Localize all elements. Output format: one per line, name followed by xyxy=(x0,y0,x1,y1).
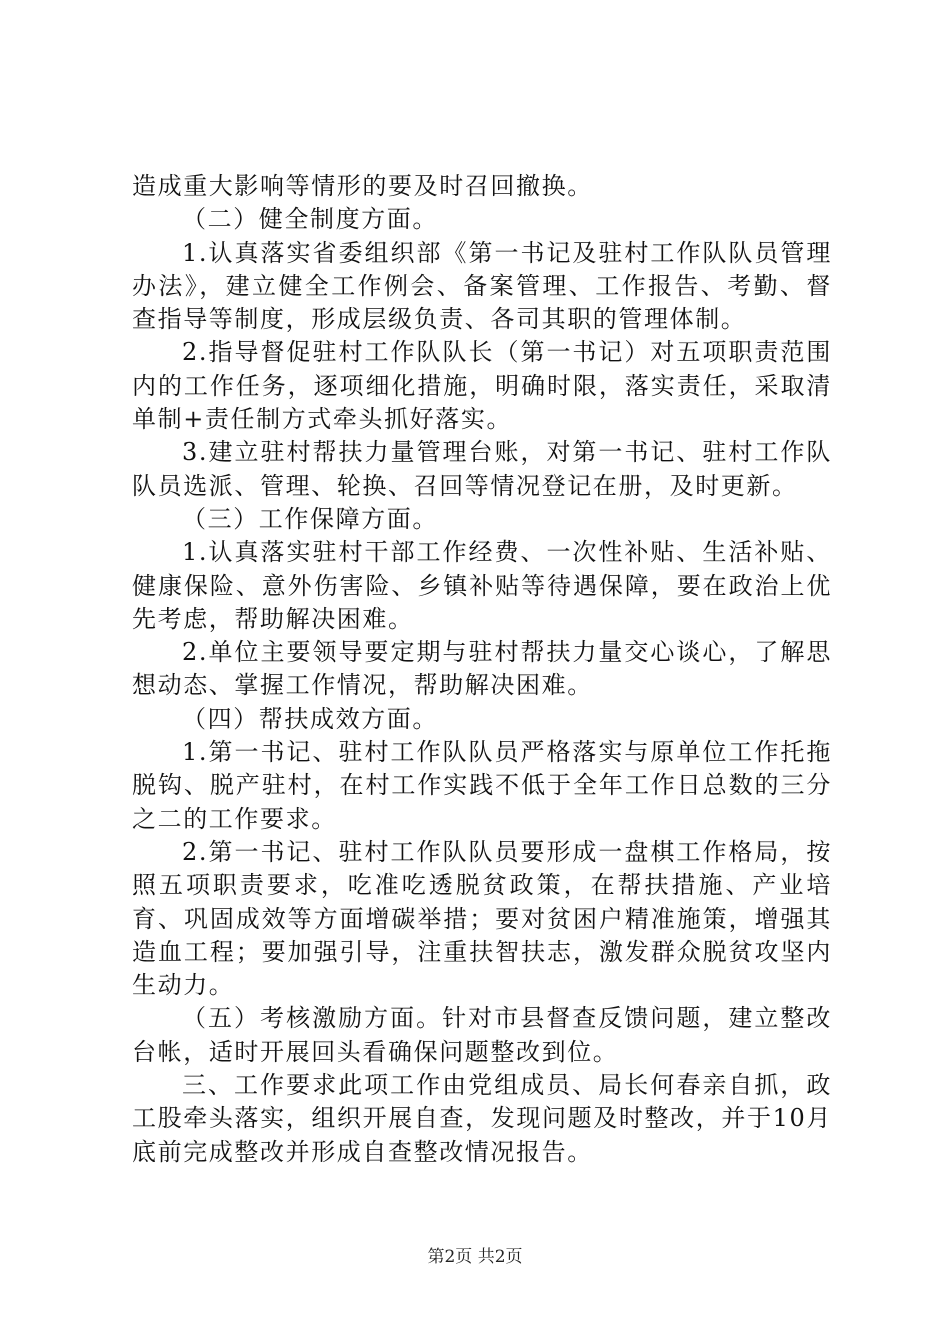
section-heading-regulations: （二）健全制度方面。 xyxy=(182,205,438,234)
paragraph-guarantee-2: 2.单位主要领导要定期与驻村帮扶力量交心谈心，了解思想动态、掌握工作情况，帮助解决困难。 xyxy=(132,638,832,700)
paragraph-guarantee-1: 1.认真落实驻村干部工作经费、一次性补贴、生活补贴、健康保险、意外伤害险、乡镇补贴等待遇保障，要在政治上优先考虑，帮助解决困难。 xyxy=(132,538,832,633)
document-body xyxy=(132,170,832,1169)
section-heading-guarantee: （三）工作保障方面。 xyxy=(182,504,438,533)
paragraph-regulations-3: 3.建立驻村帮扶力量管理台账，对第一书记、驻村工作队队员选派、管理、轮换、召回等情况登记在册，及时更新。 xyxy=(132,438,832,500)
paragraph-assessment: （五）考核激励方面。针对市县督查反馈问题，建立整改台帐，适时开展回头看确保问题整改到位。 xyxy=(132,1004,832,1066)
paragraph-effectiveness-2: 2.第一书记、驻村工作队队员要形成一盘棋工作格局，按照五项职责要求，吃准吃透脱贫政策，在帮扶措施、产业培育、巩固成效等方面增碳举措；要对贫困户精准施策，增强其造血工程；要加强引导，注重扶智扶志，激发群众脱贫攻坚内生动力。 xyxy=(132,837,832,1000)
paragraph-regulations-1: 1.认真落实省委组织部《第一书记及驻村工作队队员管理办法》，建立健全工作例会、备案管理、工作报告、考勤、督查指导等制度，形成层级负责、各司其职的管理体制。 xyxy=(132,238,832,334)
paragraph-work-requirements: 三、工作要求此项工作由党组成员、局长何春亲自抓，政工股牵头落实，组织开展自查，发现问题及时整改，并于10月底前完成整改并形成自查整改情况报告。 xyxy=(132,1071,832,1166)
paragraph-continuation: 造成重大影响等情形的要及时召回撤换。 xyxy=(132,172,593,200)
paragraph-effectiveness-1: 1.第一书记、驻村工作队队员严格落实与原单位工作托拖脱钩、脱产驻村，在村工作实践不低于全年工作日总数的三分之二的工作要求。 xyxy=(132,738,832,833)
section-heading-effectiveness: （四）帮扶成效方面。 xyxy=(182,704,438,733)
page-number-footer: 第2页 共2页 xyxy=(427,1247,523,1267)
paragraph-regulations-2: 2.指导督促驻村工作队队长（第一书记）对五项职责范围内的工作任务，逐项细化措施，明确时限，落实责任，采取清单制+责任制方式牵头抓好落实。 xyxy=(132,338,832,434)
